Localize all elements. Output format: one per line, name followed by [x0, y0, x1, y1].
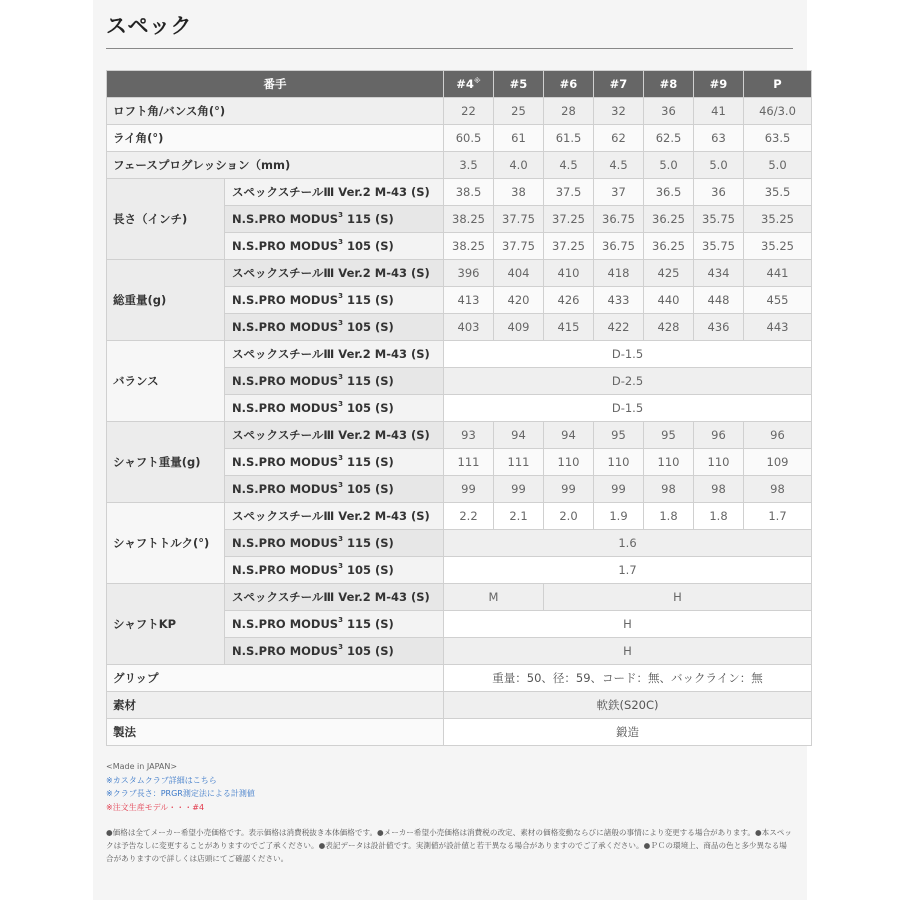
cell: 36 — [644, 98, 694, 125]
cell: 37.25 — [544, 233, 594, 260]
cell: 99 — [594, 476, 644, 503]
cell: 2.2 — [444, 503, 494, 530]
cell: 1.8 — [694, 503, 744, 530]
cell: 22 — [444, 98, 494, 125]
cell: 4.0 — [494, 152, 544, 179]
cell: 36.75 — [594, 206, 644, 233]
shaft-label: スペックスチールⅢ Ver.2 M-43 (S) — [225, 584, 444, 611]
header-label: 番手 — [107, 71, 444, 98]
table-row-kp-s1 — [107, 584, 812, 611]
cell: 110 — [544, 449, 594, 476]
cell: 60.5 — [444, 125, 494, 152]
cell: 409 — [494, 314, 544, 341]
cell: 1.8 — [644, 503, 694, 530]
cell: 413 — [444, 287, 494, 314]
cell: 37.25 — [544, 206, 594, 233]
cell: 95 — [594, 422, 644, 449]
cell: 重量：50、径：59、コード：無、バックライン：無 — [444, 665, 812, 692]
cell: 441 — [744, 260, 812, 287]
cell: 37.5 — [544, 179, 594, 206]
cell: 35.25 — [744, 206, 812, 233]
shaft-label: スペックスチールⅢ Ver.2 M-43 (S) — [225, 260, 444, 287]
cell: 99 — [444, 476, 494, 503]
cell: 61.5 — [544, 125, 594, 152]
cell: D-2.5 — [444, 368, 812, 395]
header-col-5: #5 — [494, 71, 544, 98]
shaft-label: N.S.PRO MODUS$^3$ 115 (S) — [225, 368, 444, 395]
cell: 2.1 — [494, 503, 544, 530]
cell: 109 — [744, 449, 812, 476]
cell: 32 — [594, 98, 644, 125]
header-col-p: P — [744, 71, 812, 98]
cell: 422 — [594, 314, 644, 341]
table-row-method — [107, 719, 812, 746]
cell: 98 — [644, 476, 694, 503]
cell: 436 — [694, 314, 744, 341]
shaft-label: N.S.PRO MODUS$^3$ 115 (S) — [225, 449, 444, 476]
cell: 4.5 — [594, 152, 644, 179]
cell: H — [544, 584, 812, 611]
cell: 403 — [444, 314, 494, 341]
cell: 63 — [694, 125, 744, 152]
cell: M — [444, 584, 544, 611]
cell: 38.25 — [444, 206, 494, 233]
cell: 1.7 — [744, 503, 812, 530]
cell: 455 — [744, 287, 812, 314]
cell: 37 — [594, 179, 644, 206]
shaft-label: N.S.PRO MODUS$^3$ 115 (S) — [225, 611, 444, 638]
cell: 36.25 — [644, 233, 694, 260]
cell: 110 — [644, 449, 694, 476]
cell: 37.75 — [494, 233, 544, 260]
cell: 98 — [694, 476, 744, 503]
shaft-label: N.S.PRO MODUS$^3$ 105 (S) — [225, 476, 444, 503]
group-label-torque: シャフトトルク(°) — [107, 503, 225, 584]
cell: 41 — [694, 98, 744, 125]
shaft-label: N.S.PRO MODUS$^3$ 115 (S) — [225, 206, 444, 233]
cell: 1.6 — [444, 530, 812, 557]
header-col-7: #7 — [594, 71, 644, 98]
cell: 443 — [744, 314, 812, 341]
cell: 433 — [594, 287, 644, 314]
shaft-label: N.S.PRO MODUS$^3$ 115 (S) — [225, 287, 444, 314]
table-row-lie — [107, 125, 812, 152]
cell: 38 — [494, 179, 544, 206]
shaft-label: N.S.PRO MODUS$^3$ 105 (S) — [225, 395, 444, 422]
shaft-label: スペックスチールⅢ Ver.2 M-43 (S) — [225, 341, 444, 368]
cell: 96 — [744, 422, 812, 449]
cell: 鍛造 — [444, 719, 812, 746]
cell: 426 — [544, 287, 594, 314]
cell: 5.0 — [644, 152, 694, 179]
cell: 434 — [694, 260, 744, 287]
cell: 110 — [594, 449, 644, 476]
cell: 99 — [494, 476, 544, 503]
shaft-label: N.S.PRO MODUS$^3$ 115 (S) — [225, 530, 444, 557]
cell: 61 — [494, 125, 544, 152]
cell: 35.75 — [694, 233, 744, 260]
cell: 37.75 — [494, 206, 544, 233]
cell: 63.5 — [744, 125, 812, 152]
table-row-torque-s1 — [107, 503, 812, 530]
row-label: 製法 — [107, 719, 444, 746]
header-col-6: #6 — [544, 71, 594, 98]
title-divider — [106, 48, 793, 49]
cell: 2.0 — [544, 503, 594, 530]
cell: 36 — [694, 179, 744, 206]
cell: H — [444, 611, 812, 638]
cell: 36.75 — [594, 233, 644, 260]
group-label-shaft-weight: シャフト重量(g) — [107, 422, 225, 503]
cell: 25 — [494, 98, 544, 125]
header-row — [107, 71, 812, 98]
table-row-weight-s1 — [107, 260, 812, 287]
table-row-face-progression — [107, 152, 812, 179]
cell: 396 — [444, 260, 494, 287]
cell: 420 — [494, 287, 544, 314]
cell: 1.7 — [444, 557, 812, 584]
made-in-note: <Made in JAPAN> — [106, 762, 178, 771]
cell: 28 — [544, 98, 594, 125]
table-row-length-s1 — [107, 179, 812, 206]
cell: 軟鉄(S20C) — [444, 692, 812, 719]
cell: 35.75 — [694, 206, 744, 233]
cell: 1.9 — [594, 503, 644, 530]
shaft-label: スペックスチールⅢ Ver.2 M-43 (S) — [225, 422, 444, 449]
cell: 5.0 — [744, 152, 812, 179]
table-row-loft — [107, 98, 812, 125]
table-row-shaft-weight-s1 — [107, 422, 812, 449]
cell: 46/3.0 — [744, 98, 812, 125]
cell: 35.25 — [744, 233, 812, 260]
row-label: ライ角(°) — [107, 125, 444, 152]
cell: 38.5 — [444, 179, 494, 206]
group-label-kp: シャフトKP — [107, 584, 225, 665]
cell: 415 — [544, 314, 594, 341]
cell: 448 — [694, 287, 744, 314]
cell: 111 — [444, 449, 494, 476]
cell: H — [444, 638, 812, 665]
cell: 36.25 — [644, 206, 694, 233]
row-label: グリップ — [107, 665, 444, 692]
cell: 62 — [594, 125, 644, 152]
shaft-label: N.S.PRO MODUS$^3$ 105 (S) — [225, 314, 444, 341]
cell: 93 — [444, 422, 494, 449]
cell: 110 — [694, 449, 744, 476]
group-label-length: 長さ（インチ) — [107, 179, 225, 260]
table-row-grip — [107, 665, 812, 692]
cell: 5.0 — [694, 152, 744, 179]
cell: 111 — [494, 449, 544, 476]
row-label: 素材 — [107, 692, 444, 719]
custom-club-link[interactable]: ※カスタムクラブ詳細はこちら — [106, 775, 217, 785]
cell: 94 — [494, 422, 544, 449]
cell: 440 — [644, 287, 694, 314]
cell: 94 — [544, 422, 594, 449]
cell: 3.5 — [444, 152, 494, 179]
cell: D-1.5 — [444, 395, 812, 422]
cell: 410 — [544, 260, 594, 287]
group-label-balance: バランス — [107, 341, 225, 422]
page-title: スペック — [106, 14, 192, 38]
header-col-9: #9 — [694, 71, 744, 98]
shaft-label: N.S.PRO MODUS$^3$ 105 (S) — [225, 557, 444, 584]
cell: 62.5 — [644, 125, 694, 152]
cell: 428 — [644, 314, 694, 341]
cell: 404 — [494, 260, 544, 287]
row-label: フェースプログレッション（mm) — [107, 152, 444, 179]
cell: D-1.5 — [444, 341, 812, 368]
cell: 38.25 — [444, 233, 494, 260]
cell: 95 — [644, 422, 694, 449]
table-row-balance-s1 — [107, 341, 812, 368]
club-length-note: ※クラブ長さ：PRGR測定法による計測値 — [106, 789, 255, 798]
row-label: ロフト角/バンス角(°) — [107, 98, 444, 125]
table-row-material — [107, 692, 812, 719]
cell: 425 — [644, 260, 694, 287]
notes — [106, 760, 255, 814]
cell: 418 — [594, 260, 644, 287]
cell: 98 — [744, 476, 812, 503]
order-model-note: ※注文生産モデル・・・#4 — [106, 802, 205, 812]
cell: 99 — [544, 476, 594, 503]
fine-print: ●価格は全てメーカー希望小売価格です。表示価格は消費税抜き本体価格です。●メーカー希望小売価格は消費税の改定、素材の価格変動ならびに諸般の事情により変更する場合があります。●本スペックは予告なしに変更することがありますのでご了承ください。●表記データは設計値です。実測値が設計値と若干異なる場合がありますのでご了承ください。●ＰＣの環境上、商品の色と多少異なる場合がありますので詳しくは店頭にてご確認ください。 — [106, 828, 792, 863]
shaft-label: N.S.PRO MODUS$^3$ 105 (S) — [225, 638, 444, 665]
header-col-4: #4※ — [444, 71, 494, 98]
group-label-weight: 総重量(g) — [107, 260, 225, 341]
cell: 96 — [694, 422, 744, 449]
cell: 35.5 — [744, 179, 812, 206]
spec-table — [106, 70, 812, 746]
shaft-label: スペックスチールⅢ Ver.2 M-43 (S) — [225, 179, 444, 206]
cell: 36.5 — [644, 179, 694, 206]
header-col-8: #8 — [644, 71, 694, 98]
shaft-label: スペックスチールⅢ Ver.2 M-43 (S) — [225, 503, 444, 530]
shaft-label: N.S.PRO MODUS$^3$ 105 (S) — [225, 233, 444, 260]
cell: 4.5 — [544, 152, 594, 179]
